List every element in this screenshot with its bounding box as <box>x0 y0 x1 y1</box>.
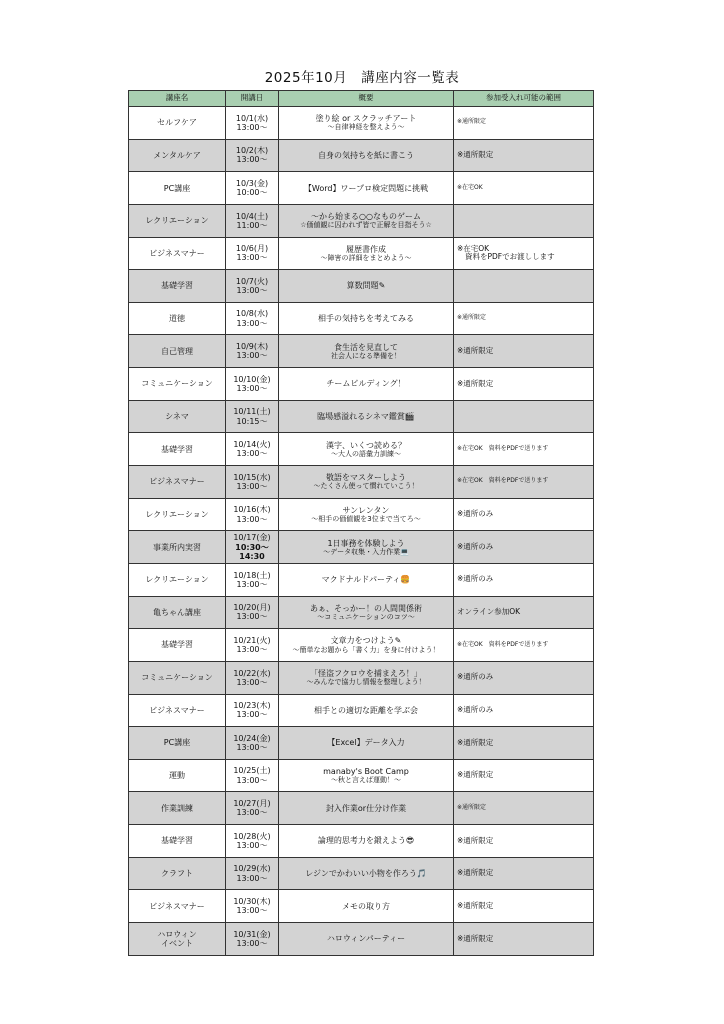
scope-text: ※通所のみ <box>457 672 494 682</box>
course-date: 10/9(木) <box>235 342 269 352</box>
table-row <box>129 172 594 205</box>
scope-cell <box>454 890 594 923</box>
scope-cell <box>454 433 594 466</box>
scope-cell <box>454 792 594 825</box>
course-name-cell <box>129 694 226 727</box>
date-cell <box>226 270 279 303</box>
course-date: 10/7(火) <box>235 276 269 286</box>
course-name: 道徳 <box>169 314 185 324</box>
scope-text: ※通所限定 <box>457 345 494 355</box>
course-date: 10/21(火) <box>233 635 271 645</box>
course-date: 10/22(水) <box>233 668 271 678</box>
course-name: イベント <box>161 938 193 948</box>
summary-main: 相手の気持ちを考えてみる <box>318 314 414 324</box>
course-name: 基礎学習 <box>161 444 193 454</box>
date-cell <box>226 596 279 629</box>
course-time: 11:00〜 <box>236 220 268 230</box>
course-name: 基礎学習 <box>161 281 193 291</box>
summary-sub: 〜障害の詳細をまとめよう〜 <box>320 253 412 262</box>
summary-cell <box>279 139 454 172</box>
course-time: 13:00〜 <box>236 710 268 720</box>
course-time: 13:00〜 <box>236 318 268 328</box>
course-name-cell <box>129 563 226 596</box>
summary-main: 【Word】ワープロ検定問題に挑戦 <box>303 183 429 193</box>
course-date: 10/15(水) <box>233 472 271 482</box>
course-name: 事業所内実習 <box>153 542 201 552</box>
course-time: 13:00〜 <box>236 906 268 916</box>
course-name-cell <box>129 825 226 858</box>
table-row <box>129 563 594 596</box>
scope-cell <box>454 629 594 662</box>
course-time: 13:00〜 <box>236 481 268 491</box>
date-cell <box>226 172 279 205</box>
scope-text: ※通所限定 <box>457 118 487 126</box>
table-row <box>129 661 594 694</box>
summary-cell <box>279 792 454 825</box>
summary-cell <box>279 629 454 662</box>
course-name: コミュニケーション <box>141 379 213 389</box>
table-row <box>129 727 594 760</box>
course-name-cell <box>129 890 226 923</box>
header-row <box>129 91 594 107</box>
date-cell <box>226 661 279 694</box>
date-cell <box>226 694 279 727</box>
header-course-name: 講座名 <box>129 91 226 107</box>
course-name-cell <box>129 302 226 335</box>
summary-main: あぁ、そっかー！の人間関係術 <box>310 603 422 613</box>
scope-cell <box>454 563 594 596</box>
summary-cell <box>279 563 454 596</box>
table-row <box>129 237 594 270</box>
course-name-cell <box>129 368 226 401</box>
summary-main: 〜から始まる○○なものゲーム <box>311 212 421 222</box>
summary-main: 臨場感溢れるシネマ鑑賞🎬 <box>317 411 415 421</box>
scope-cell <box>454 302 594 335</box>
scope-text: ※通所限定 <box>457 803 487 811</box>
course-date: 10/8(水) <box>235 309 269 319</box>
summary-cell <box>279 825 454 858</box>
summary-cell <box>279 531 454 564</box>
scope-cell <box>454 368 594 401</box>
course-time: 13:00〜 <box>236 873 268 883</box>
table-row <box>129 107 594 140</box>
course-time: 13:00〜 <box>236 938 268 948</box>
summary-cell <box>279 270 454 303</box>
summary-main: 履歴書作成 <box>346 244 386 254</box>
course-name-cell <box>129 727 226 760</box>
summary-main: 【Excel】データ入力 <box>327 738 405 748</box>
course-name: セルフケア <box>157 118 197 128</box>
scope-text: ※通所限定 <box>457 770 494 780</box>
scope-text: ※在宅OK <box>457 243 490 253</box>
course-name: レクリエーション <box>145 575 209 585</box>
summary-cell <box>279 596 454 629</box>
table-row <box>129 792 594 825</box>
date-cell <box>226 204 279 237</box>
date-cell <box>226 759 279 792</box>
date-cell <box>226 890 279 923</box>
table-row <box>129 466 594 499</box>
table-row <box>129 368 594 401</box>
course-time: 10:00〜 <box>236 188 268 198</box>
course-date: 10/25(土) <box>233 766 271 776</box>
table-row <box>129 270 594 303</box>
course-name-cell <box>129 139 226 172</box>
course-name-cell <box>129 270 226 303</box>
table-row <box>129 302 594 335</box>
date-cell <box>226 727 279 760</box>
course-name: 自己管理 <box>161 346 193 356</box>
summary-sub: 社会人になる準備を！ <box>331 351 401 360</box>
course-date: 10/16(木) <box>233 505 271 515</box>
summary-main: 「怪盗フクロウを捕まえろ！」 <box>310 669 422 679</box>
course-name-cell <box>129 531 226 564</box>
summary-cell <box>279 204 454 237</box>
summary-cell <box>279 923 454 956</box>
scope-cell <box>454 825 594 858</box>
summary-cell <box>279 368 454 401</box>
scope-cell <box>454 107 594 140</box>
course-time: 10:30〜14:30 <box>235 542 269 561</box>
scope-cell <box>454 857 594 890</box>
course-name: ビジネスマナー <box>149 248 205 258</box>
course-name-cell <box>129 107 226 140</box>
course-name: メンタルケア <box>153 150 201 160</box>
summary-cell <box>279 433 454 466</box>
course-name: ビジネスマナー <box>149 901 205 911</box>
summary-main: manaby's Boot Camp <box>323 767 409 777</box>
table-row <box>129 531 594 564</box>
date-cell <box>226 531 279 564</box>
summary-cell <box>279 498 454 531</box>
header-date: 開講日 <box>226 91 279 107</box>
scope-text: ※通所限定 <box>457 378 494 388</box>
scope-cell <box>454 400 594 433</box>
course-name: レクリエーション <box>145 216 209 226</box>
scope-cell <box>454 498 594 531</box>
scope-text: ※通所限定 <box>457 900 494 910</box>
course-name-cell <box>129 466 226 499</box>
scope-cell <box>454 204 594 237</box>
summary-sub: 〜データ収集・入力作業💻 <box>323 547 409 556</box>
summary-cell <box>279 466 454 499</box>
course-date: 10/3(金) <box>235 178 269 188</box>
course-date: 10/10(金) <box>233 374 271 384</box>
course-date: 10/23(木) <box>233 701 271 711</box>
course-name-cell <box>129 857 226 890</box>
course-date: 10/6(月) <box>235 244 269 254</box>
summary-main: 食生活を見直して <box>334 342 398 352</box>
date-cell <box>226 368 279 401</box>
scope-cell <box>454 466 594 499</box>
course-name: シネマ <box>165 411 189 421</box>
course-date: 10/4(土) <box>235 211 269 221</box>
course-time: 13:00〜 <box>236 155 268 165</box>
date-cell <box>226 302 279 335</box>
summary-main: ハロウィンパーティー <box>326 934 406 944</box>
summary-main: 自身の気持ちを紙に書こう <box>318 150 414 160</box>
course-name-cell <box>129 629 226 662</box>
course-name-cell <box>129 923 226 956</box>
scope-cell <box>454 139 594 172</box>
course-time: 10:15〜 <box>236 416 268 426</box>
summary-main: メモの取り方 <box>342 901 390 911</box>
table-row <box>129 204 594 237</box>
course-date: 10/31(金) <box>233 929 271 939</box>
course-date: 10/29(水) <box>233 864 271 874</box>
summary-cell <box>279 727 454 760</box>
header-scope: 参加受入れ可能の範囲 <box>454 91 594 107</box>
scope-text: ※通所のみ <box>457 541 494 551</box>
course-time: 13:00〜 <box>236 122 268 132</box>
summary-main: マクドナルドパーティ🍔 <box>321 575 411 585</box>
summary-sub: 〜秋と言えば運動！〜 <box>331 776 401 785</box>
scope-text: ※在宅OK 資料をPDFで送ります <box>457 477 549 485</box>
scope-text: ※在宅OK <box>457 183 483 191</box>
course-date: 10/1(水) <box>235 113 269 123</box>
course-date: 10/27(月) <box>233 799 271 809</box>
course-name: レクリエーション <box>145 509 209 519</box>
summary-sub: 〜相手の価値観を3位まで当てろ〜 <box>311 515 421 524</box>
summary-cell <box>279 759 454 792</box>
date-cell <box>226 433 279 466</box>
scope-cell <box>454 923 594 956</box>
summary-main: 塗り絵 or スクラッチアート <box>315 114 417 124</box>
summary-main: チームビルディング！ <box>326 379 406 389</box>
course-name: ビジネスマナー <box>149 705 205 715</box>
table-row <box>129 759 594 792</box>
date-cell <box>226 629 279 662</box>
summary-main: 相手との適切な距離を学ぶ会 <box>314 705 418 715</box>
course-time: 13:00〜 <box>236 449 268 459</box>
scope-note: 資料をPDFでお渡しします <box>465 252 555 262</box>
course-time: 13:00〜 <box>236 351 268 361</box>
date-cell <box>226 335 279 368</box>
scope-cell <box>454 172 594 205</box>
scope-cell <box>454 335 594 368</box>
scope-text: ※通所限定 <box>457 868 494 878</box>
scope-text: ※在宅OK 資料をPDFで送ります <box>457 640 549 648</box>
course-date: 10/18(土) <box>233 570 271 580</box>
course-time: 13:00〜 <box>236 677 268 687</box>
date-cell <box>226 139 279 172</box>
summary-sub: 〜簡単なお題から「書く力」を身に付けよう！ <box>292 645 440 654</box>
course-date: 10/11(土) <box>233 407 271 417</box>
scope-cell <box>454 661 594 694</box>
table-row <box>129 498 594 531</box>
summary-cell <box>279 857 454 890</box>
scope-text: ※通所のみ <box>457 705 494 715</box>
course-name: PC講座 <box>163 183 191 193</box>
course-date: 10/17(金) <box>233 533 271 543</box>
course-name-cell <box>129 400 226 433</box>
course-name: 作業訓練 <box>161 803 193 813</box>
summary-main: 算数問題✎ <box>346 281 386 291</box>
summary-sub: ☆価値観に囚われず皆で正解を目指そう☆ <box>300 221 432 230</box>
date-cell <box>226 825 279 858</box>
date-cell <box>226 466 279 499</box>
scope-text: ※通所限定 <box>457 933 494 943</box>
course-time: 13:00〜 <box>236 775 268 785</box>
course-name: クラフト <box>161 868 193 878</box>
table-row <box>129 433 594 466</box>
date-cell <box>226 107 279 140</box>
table-row <box>129 596 594 629</box>
course-date: 10/28(火) <box>233 831 271 841</box>
course-name-cell <box>129 596 226 629</box>
table-row <box>129 825 594 858</box>
date-cell <box>226 400 279 433</box>
course-name: 運動 <box>169 771 185 781</box>
scope-text: ※通所限定 <box>457 835 494 845</box>
course-name-cell <box>129 433 226 466</box>
course-time: 13:00〜 <box>236 514 268 524</box>
course-time: 13:00〜 <box>236 742 268 752</box>
summary-sub: 〜コミュニケーションのコツ〜 <box>317 613 415 621</box>
summary-cell <box>279 172 454 205</box>
course-date: 10/20(月) <box>233 603 271 613</box>
scope-cell <box>454 270 594 303</box>
summary-main: 文章力をつけよう✎ <box>330 636 402 646</box>
scope-cell <box>454 759 594 792</box>
course-name-cell <box>129 335 226 368</box>
summary-sub: 〜自律神経を整えよう〜 <box>327 123 405 132</box>
summary-cell <box>279 400 454 433</box>
header-summary: 概要 <box>279 91 454 107</box>
course-date: 10/24(金) <box>233 733 271 743</box>
scope-text: ※在宅OK 資料をPDFで送ります <box>457 444 549 452</box>
course-name: 亀ちゃん講座 <box>153 607 201 617</box>
course-time: 13:00〜 <box>236 253 268 263</box>
scope-text: オンライン参加OK <box>457 607 521 617</box>
summary-cell <box>279 302 454 335</box>
course-date: 10/2(木) <box>235 146 269 156</box>
summary-cell <box>279 694 454 727</box>
scope-cell <box>454 237 594 270</box>
course-name-cell <box>129 792 226 825</box>
summary-cell <box>279 237 454 270</box>
summary-sub: 〜みんなで協力し情報を整理しよう！ <box>306 678 426 687</box>
course-time: 13:00〜 <box>236 612 268 622</box>
summary-cell <box>279 335 454 368</box>
scope-cell <box>454 596 594 629</box>
summary-sub: 〜たくさん使って慣れていこう！ <box>313 482 419 491</box>
scope-cell <box>454 727 594 760</box>
summary-main: 論理的思考力を鍛えよう😎 <box>317 836 415 846</box>
summary-cell <box>279 107 454 140</box>
date-cell <box>226 563 279 596</box>
course-name-cell <box>129 759 226 792</box>
table-row <box>129 139 594 172</box>
scope-text: ※通所のみ <box>457 509 494 519</box>
summary-main: レジンでかわいい小物を作ろう🎵 <box>305 868 427 878</box>
summary-main: 敬語をマスターしよう <box>326 473 406 483</box>
date-cell <box>226 792 279 825</box>
summary-main: 封入作業or仕分け作業 <box>325 803 407 813</box>
table-row <box>129 923 594 956</box>
date-cell <box>226 237 279 270</box>
course-time: 13:00〜 <box>236 286 268 296</box>
course-name: ビジネスマナー <box>149 477 205 487</box>
summary-main: 漢字、いくつ読める？ <box>326 440 406 450</box>
scope-text: ※通所限定 <box>457 737 494 747</box>
course-name-cell <box>129 172 226 205</box>
scope-text: ※通所限定 <box>457 314 487 322</box>
course-name: ハロウィン <box>157 929 197 939</box>
table-row <box>129 335 594 368</box>
summary-sub: 〜大人の語彙力訓練〜 <box>331 449 401 458</box>
table-row <box>129 694 594 727</box>
course-name: PC講座 <box>163 738 191 748</box>
schedule-table <box>128 90 594 956</box>
summary-cell <box>279 890 454 923</box>
course-name: コミュニケーション <box>141 673 213 683</box>
course-time: 13:00〜 <box>236 808 268 818</box>
table-row <box>129 890 594 923</box>
scope-cell <box>454 694 594 727</box>
course-date: 10/30(木) <box>233 897 271 906</box>
scope-cell <box>454 531 594 564</box>
page-title: 2025年10月 講座内容一覧表 <box>264 70 460 86</box>
summary-main: サンレンタン <box>342 505 390 515</box>
summary-main: 1日事務を体験しよう <box>327 538 405 548</box>
table-row <box>129 629 594 662</box>
scope-text: ※通所限定 <box>457 150 494 160</box>
date-cell <box>226 498 279 531</box>
course-time: 13:00〜 <box>236 579 268 589</box>
course-name-cell <box>129 204 226 237</box>
course-name: 基礎学習 <box>161 836 193 846</box>
date-cell <box>226 923 279 956</box>
summary-cell <box>279 661 454 694</box>
course-time: 13:00〜 <box>236 383 268 393</box>
course-time: 13:00〜 <box>236 645 268 655</box>
course-name-cell <box>129 661 226 694</box>
scope-text: ※通所のみ <box>457 574 494 584</box>
course-name-cell <box>129 237 226 270</box>
course-time: 13:00〜 <box>236 840 268 850</box>
course-name-cell <box>129 498 226 531</box>
course-name: 基礎学習 <box>161 640 193 650</box>
table-row <box>129 857 594 890</box>
course-date: 10/14(火) <box>233 440 271 450</box>
date-cell <box>226 857 279 890</box>
table-row <box>129 400 594 433</box>
